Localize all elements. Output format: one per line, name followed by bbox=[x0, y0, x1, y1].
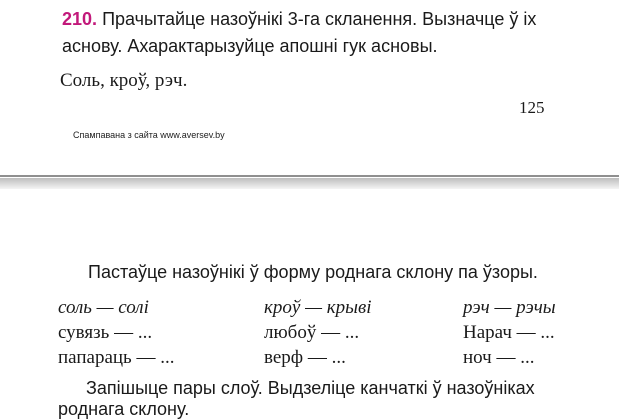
word-pair: Нарач — ... bbox=[463, 322, 555, 343]
page-divider-line bbox=[0, 175, 619, 177]
task-text-1: Прачытайце назоўнікі 3-га скланення. Вызначце ў іх bbox=[102, 9, 537, 29]
word-pair: верф — ... bbox=[264, 347, 346, 368]
closing-instruction-line-1: Запішыце пары слоў. Выдзеліце канчаткі ў назоўніках bbox=[86, 378, 535, 398]
example-pair-2: кроў — крыві bbox=[264, 297, 372, 318]
word-pair: папараць — ... bbox=[58, 347, 175, 368]
example-words: Соль, кроў, рэч. bbox=[60, 70, 188, 91]
task-line-1 bbox=[62, 9, 536, 30]
task-line-2: аснову. Ахарактарызуйце апошні гук асновы. bbox=[62, 36, 438, 56]
closing-instruction-line-2: роднага склону. bbox=[58, 399, 190, 419]
page-divider-shadow bbox=[0, 178, 619, 189]
example-pair-1: соль — солі bbox=[58, 297, 149, 318]
word-pair: сувязь — ... bbox=[58, 322, 153, 343]
instruction: Пастаўце назоўнікі ў форму роднага склону па ўзоры. bbox=[88, 262, 538, 282]
word-pair: любоў — ... bbox=[264, 322, 360, 343]
exercise-number: 210. bbox=[62, 9, 98, 29]
page-number: 125 bbox=[519, 98, 545, 117]
footer-note: Спампавана з сайта www.aversev.by bbox=[73, 130, 225, 140]
example-pair-3: рэч — рэчы bbox=[463, 297, 556, 318]
word-pair: ноч — ... bbox=[463, 347, 535, 368]
